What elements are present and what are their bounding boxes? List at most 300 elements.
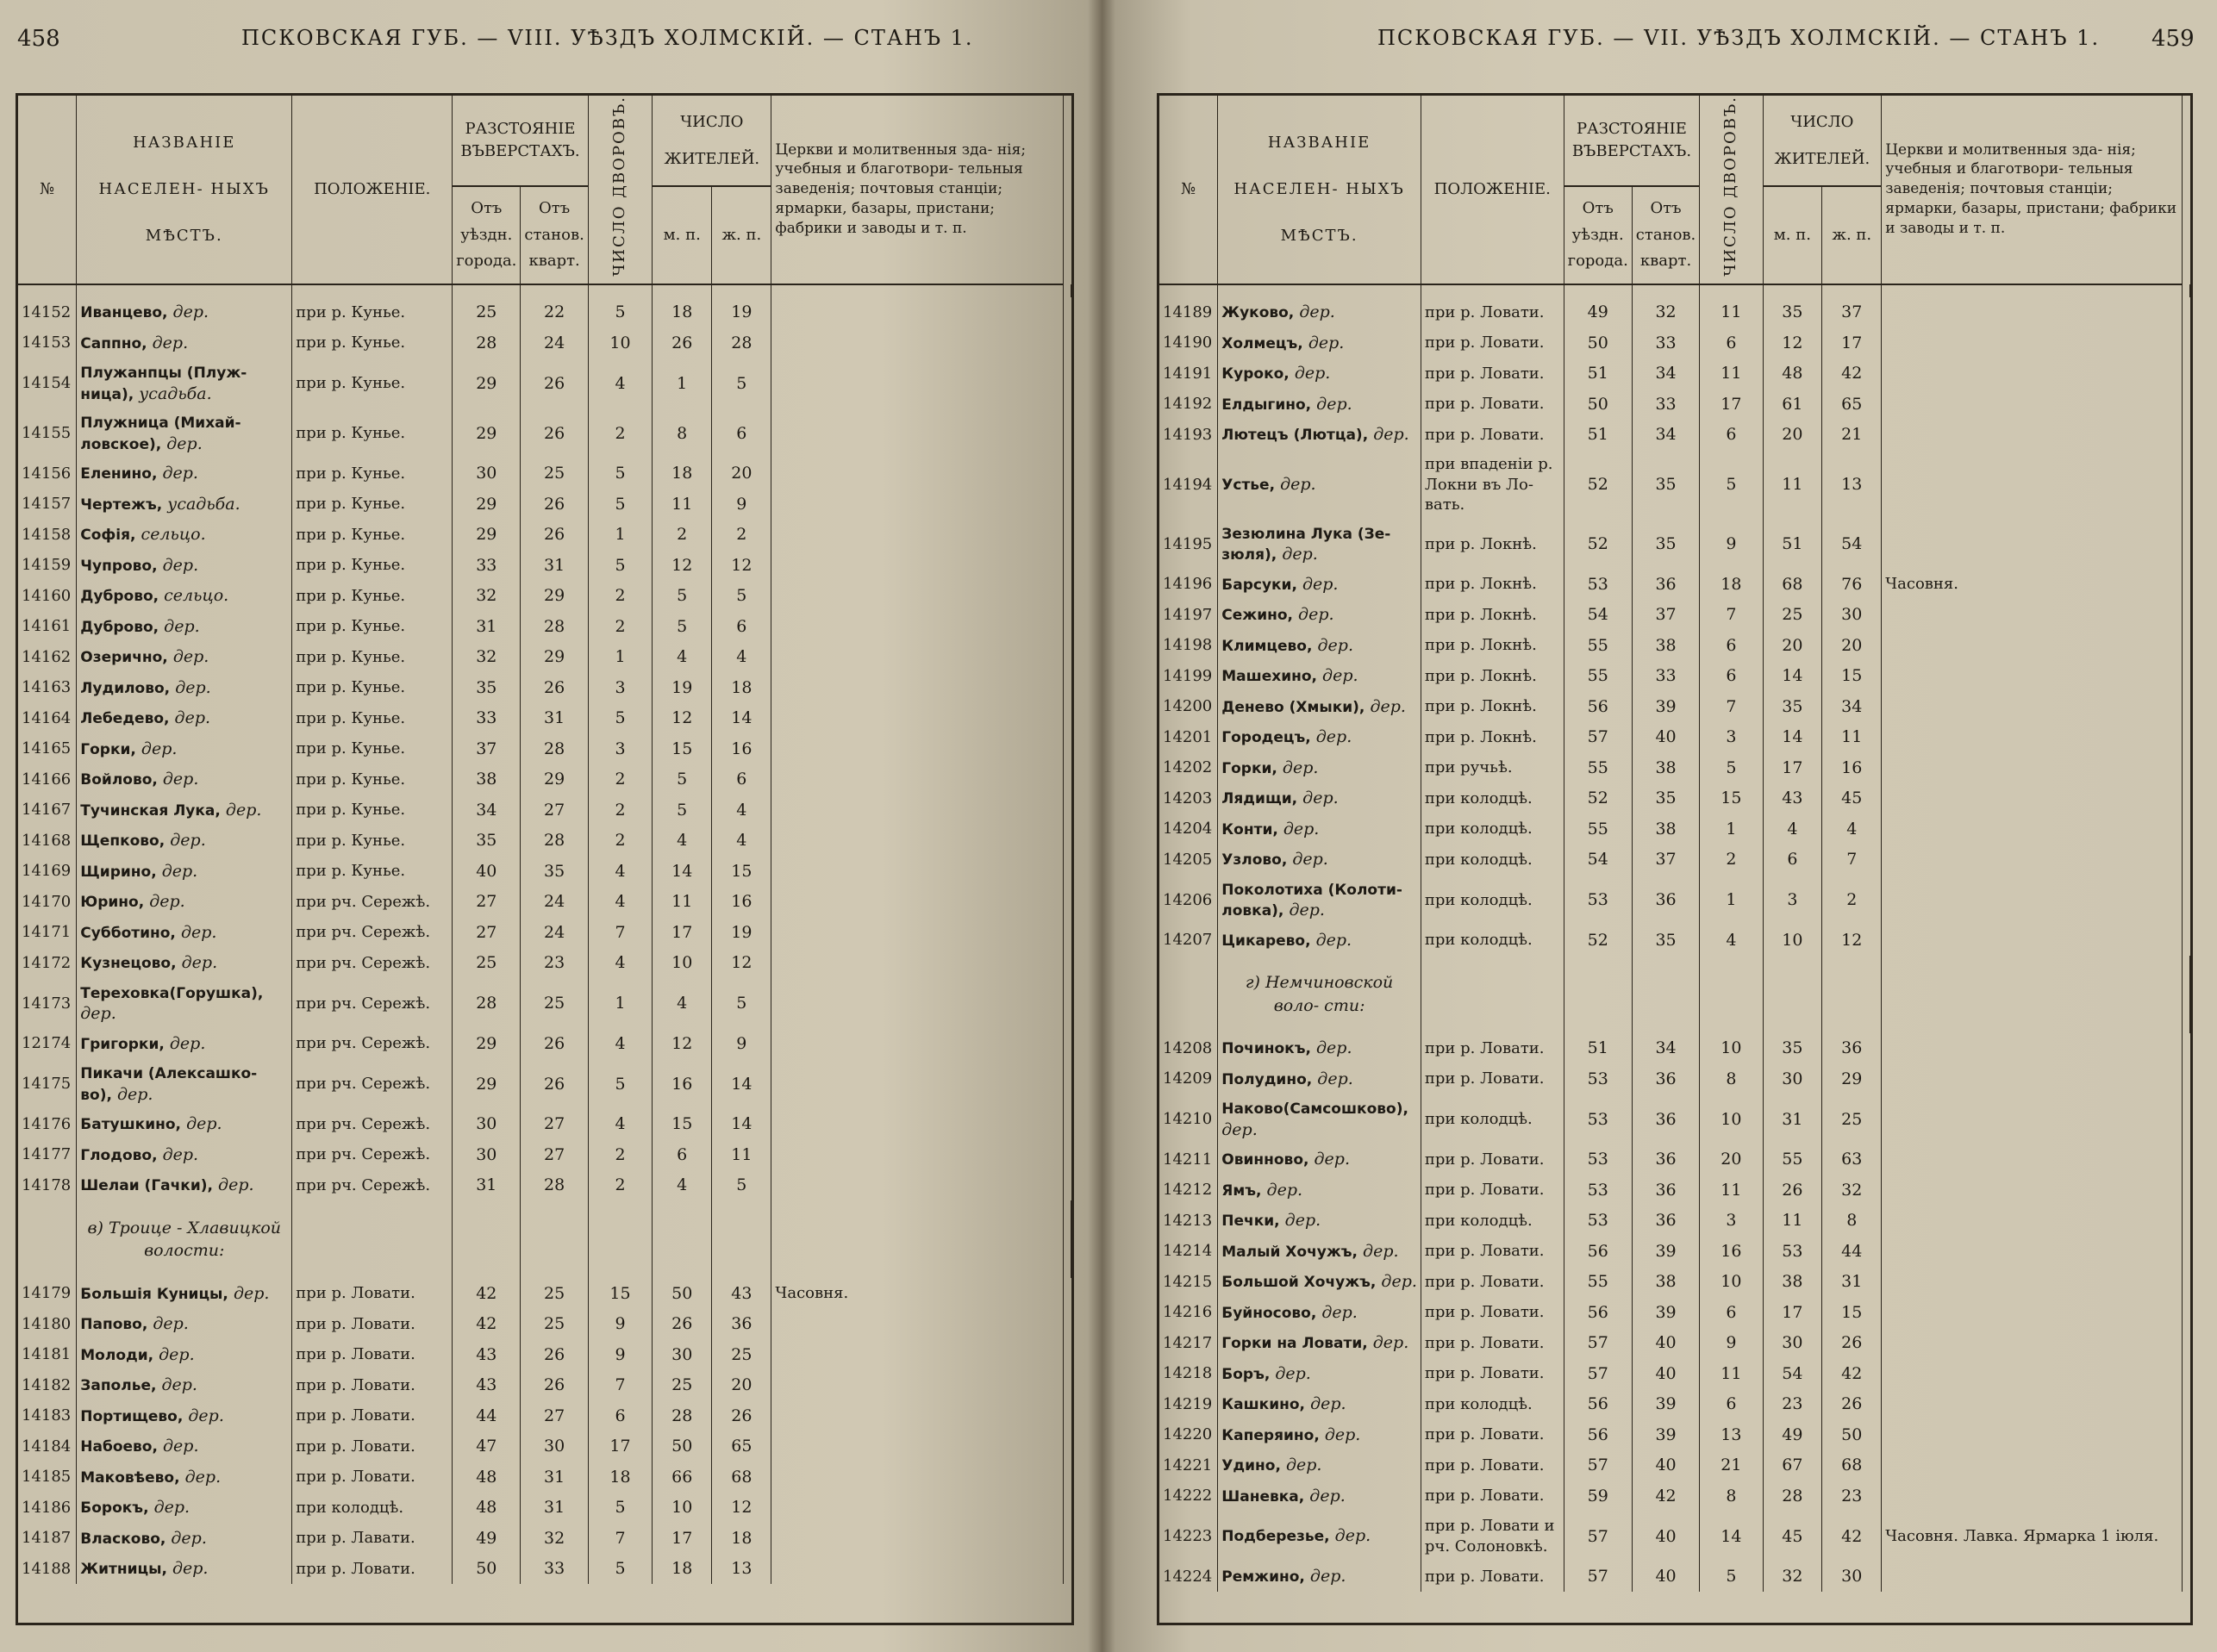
position-cell: при р. Ловати. — [1421, 327, 1564, 358]
female-count: 17 — [1822, 327, 1882, 358]
notes-cell — [1882, 1481, 2183, 1512]
place-type: дер. — [152, 333, 189, 352]
table-row — [18, 672, 1071, 703]
entry-number: 14197 — [1159, 600, 1218, 631]
place-name-cell — [1218, 925, 1421, 956]
entry-number: 14189 — [1159, 297, 1218, 328]
place-name: Горки, — [1221, 759, 1277, 777]
households-count: 7 — [588, 917, 652, 948]
distance-town: 56 — [1564, 1297, 1632, 1328]
place-type: дер. — [1302, 574, 1339, 594]
female-count: 26 — [1822, 1389, 1882, 1420]
place-name-cell — [77, 1339, 292, 1370]
blank-cell — [2183, 284, 2190, 297]
place-name-cell — [1218, 1450, 1421, 1481]
table-row — [18, 917, 1071, 948]
female-count: 16 — [1822, 752, 1882, 783]
notes-cell — [1882, 327, 2183, 358]
place-type: дер. — [1282, 545, 1318, 564]
blank-cell — [1421, 284, 1564, 297]
households-count: 18 — [1700, 569, 1763, 600]
distance-stan: 26 — [521, 1059, 588, 1109]
blank-cell — [521, 1200, 588, 1278]
male-count: 28 — [1763, 1481, 1822, 1512]
male-count: 20 — [1763, 630, 1822, 661]
table-row — [18, 1170, 1071, 1201]
households-count: 5 — [588, 1554, 652, 1585]
households-count: 2 — [588, 611, 652, 642]
table-row — [1159, 845, 2190, 876]
female-count: 26 — [712, 1400, 771, 1431]
male-count: 55 — [1763, 1144, 1822, 1175]
position-cell: при р. Ловати. — [1421, 1267, 1564, 1298]
place-name-cell — [1218, 297, 1421, 328]
blank-cell — [1822, 956, 1882, 1033]
distance-town: 55 — [1564, 630, 1632, 661]
col-header-no: № — [18, 96, 77, 284]
female-count: 42 — [1822, 358, 1882, 390]
female-count: 12 — [712, 550, 771, 581]
households-count: 11 — [1700, 1358, 1763, 1389]
distance-town: 29 — [453, 408, 521, 458]
households-count: 8 — [1700, 1063, 1763, 1094]
notes-cell — [771, 703, 1064, 734]
female-count: 4 — [712, 826, 771, 857]
position-cell: при р. Локнѣ. — [1421, 661, 1564, 692]
col-header-inhabitants: ЧИСЛО ЖИТЕЛЕЙ. — [1763, 96, 1882, 186]
right-register-table — [1157, 93, 2193, 1625]
distance-town: 55 — [1564, 814, 1632, 845]
place-name-cell — [77, 826, 292, 857]
place-type: дер. — [162, 464, 198, 483]
place-type: дер. — [188, 1406, 224, 1425]
male-count: 11 — [653, 489, 712, 520]
distance-town: 25 — [453, 948, 521, 979]
blank-cell — [1159, 284, 1218, 297]
position-cell: при р. Кунье. — [292, 520, 453, 551]
place-type: дер. — [1370, 696, 1406, 716]
female-count: 45 — [1822, 783, 1882, 814]
place-name-cell — [77, 1431, 292, 1462]
entry-number: 14205 — [1159, 845, 1218, 876]
place-name-cell — [1218, 1419, 1421, 1450]
female-count: 4 — [712, 642, 771, 673]
households-count: 15 — [1700, 783, 1763, 814]
households-count: 4 — [588, 358, 652, 408]
households-count: 6 — [1700, 661, 1763, 692]
distance-stan: 37 — [1632, 600, 1699, 631]
place-name: Озерично, — [80, 649, 168, 667]
place-name-cell — [77, 887, 292, 918]
table-row — [1159, 1358, 2190, 1389]
male-count: 14 — [1763, 722, 1822, 753]
table-row — [18, 887, 1071, 918]
notes-cell — [1882, 1328, 2183, 1359]
distance-town: 59 — [1564, 1481, 1632, 1512]
male-count: 11 — [653, 887, 712, 918]
table-row — [18, 1370, 1071, 1401]
col-header-position: ПОЛОЖЕНІЕ. — [292, 96, 453, 284]
table-row — [18, 1400, 1071, 1431]
entry-number: 14199 — [1159, 661, 1218, 692]
female-count: 68 — [712, 1462, 771, 1493]
place-type: дер. — [186, 1114, 222, 1134]
distance-stan: 35 — [1632, 450, 1699, 519]
notes-cell — [771, 733, 1064, 764]
notes-cell — [771, 1370, 1064, 1401]
place-type: дер. — [162, 555, 199, 575]
male-count: 14 — [653, 856, 712, 887]
entry-number: 14201 — [1159, 722, 1218, 753]
female-count: 44 — [1822, 1236, 1882, 1267]
blank-cell — [292, 284, 453, 297]
male-count: 15 — [653, 733, 712, 764]
table-row — [18, 327, 1071, 358]
position-cell: при р. Ловати. — [1421, 1481, 1564, 1512]
table-row — [18, 642, 1071, 673]
place-name: Войлово, — [80, 771, 158, 789]
notes-cell: Часовня. — [771, 1278, 1064, 1309]
place-name-cell — [1218, 722, 1421, 753]
distance-town: 56 — [1564, 691, 1632, 722]
households-count: 14 — [1700, 1512, 1763, 1562]
place-name: Денево (Хмыки), — [1221, 698, 1365, 716]
distance-town: 33 — [453, 703, 521, 734]
place-name-cell — [1218, 1236, 1421, 1267]
distance-stan: 29 — [521, 764, 588, 795]
entry-number: 14187 — [18, 1523, 77, 1554]
table-row — [1159, 1063, 2190, 1094]
distance-town: 37 — [453, 733, 521, 764]
entry-number: 14186 — [18, 1493, 77, 1524]
notes-cell — [771, 826, 1064, 857]
col-header-position: ПОЛОЖЕНІЕ. — [1421, 96, 1564, 284]
place-type: дер. — [1310, 1394, 1346, 1414]
distance-stan: 23 — [521, 948, 588, 979]
female-count: 6 — [712, 408, 771, 458]
table-row — [1159, 783, 2190, 814]
entry-number: 14218 — [1159, 1358, 1218, 1389]
households-count: 5 — [588, 297, 652, 328]
distance-stan: 39 — [1632, 1297, 1699, 1328]
distance-stan: 38 — [1632, 814, 1699, 845]
entry-number: 14198 — [1159, 630, 1218, 661]
entry-number: 14153 — [18, 327, 77, 358]
place-type: дер. — [1381, 1272, 1417, 1292]
notes-cell — [1882, 1144, 2183, 1175]
distance-town: 51 — [1564, 358, 1632, 390]
entry-number: 14184 — [18, 1431, 77, 1462]
table-row — [1159, 569, 2190, 600]
female-count: 4 — [712, 795, 771, 826]
blank-cell — [1763, 956, 1822, 1033]
place-name: Дуброво, — [80, 588, 159, 606]
place-type: дер. — [1334, 1526, 1371, 1546]
female-count: 21 — [1822, 420, 1882, 451]
notes-cell — [771, 520, 1064, 551]
place-name-cell — [77, 917, 292, 948]
households-count: 3 — [1700, 722, 1763, 753]
notes-cell — [771, 358, 1064, 408]
place-name-cell — [77, 327, 292, 358]
table-row — [1159, 875, 2190, 925]
place-name: Кашкино, — [1221, 1396, 1306, 1414]
female-count: 25 — [712, 1339, 771, 1370]
distance-stan: 28 — [521, 826, 588, 857]
table-row — [18, 795, 1071, 826]
table-row — [18, 297, 1071, 328]
table-row — [18, 1109, 1071, 1140]
notes-cell — [1882, 845, 2183, 876]
place-type: дер. — [1299, 302, 1335, 322]
place-type: дер. — [116, 1084, 153, 1104]
male-count: 26 — [653, 327, 712, 358]
place-type: дер. — [149, 892, 185, 912]
distance-town: 31 — [453, 611, 521, 642]
distance-town: 47 — [453, 1431, 521, 1462]
distance-town: 57 — [1564, 1512, 1632, 1562]
female-count: 18 — [712, 672, 771, 703]
entry-number: 14207 — [1159, 925, 1218, 956]
entry-number: 14169 — [18, 856, 77, 887]
female-count: 76 — [1822, 569, 1882, 600]
households-count: 17 — [588, 1431, 652, 1462]
place-type: дер. — [171, 1528, 207, 1548]
place-name: Цикарево, — [1221, 932, 1311, 950]
entry-number: 14156 — [18, 458, 77, 489]
male-count: 61 — [1763, 389, 1822, 420]
male-count: 5 — [653, 795, 712, 826]
entry-number: 14223 — [1159, 1512, 1218, 1562]
entry-number: 14195 — [1159, 519, 1218, 569]
male-count: 67 — [1763, 1450, 1822, 1481]
table-row — [18, 550, 1071, 581]
male-count: 4 — [653, 978, 712, 1028]
place-type: дер. — [1284, 1211, 1321, 1231]
entry-number: 14188 — [18, 1554, 77, 1585]
households-count: 20 — [1700, 1144, 1763, 1175]
table-row — [18, 856, 1071, 887]
place-name: Софія, — [80, 527, 136, 545]
place-name: Лебедево, — [80, 710, 170, 728]
distance-stan: 31 — [521, 1493, 588, 1524]
position-cell: при колодцѣ. — [1421, 845, 1564, 876]
distance-town: 33 — [453, 550, 521, 581]
place-type: дер. — [172, 647, 209, 667]
male-count: 49 — [1763, 1419, 1822, 1450]
place-name-cell — [77, 1170, 292, 1201]
entry-number: 14185 — [18, 1462, 77, 1493]
female-count: 5 — [712, 358, 771, 408]
col-header-female: ж. п. — [1822, 186, 1882, 284]
place-type: дер. — [1282, 757, 1319, 777]
blank-cell — [292, 1200, 453, 1278]
distance-town: 32 — [453, 581, 521, 612]
distance-stan: 25 — [521, 1278, 588, 1309]
female-count: 43 — [712, 1278, 771, 1309]
position-cell: при р. Кунье. — [292, 327, 453, 358]
distance-stan: 34 — [1632, 358, 1699, 390]
place-name: Иванцево, — [80, 304, 168, 322]
male-count: 68 — [1763, 569, 1822, 600]
place-name-cell — [77, 1554, 292, 1585]
distance-town: 52 — [1564, 519, 1632, 569]
entry-number: 14208 — [1159, 1033, 1218, 1064]
entry-number: 14181 — [18, 1339, 77, 1370]
place-name-cell — [77, 948, 292, 979]
position-cell: при рч. Сережѣ. — [292, 1170, 453, 1201]
male-count: 11 — [1763, 1206, 1822, 1237]
place-name-cell — [1218, 600, 1421, 631]
distance-stan: 28 — [521, 1170, 588, 1201]
entry-number: 14192 — [1159, 389, 1218, 420]
entry-number: 14214 — [1159, 1236, 1218, 1267]
place-name: Щирино, — [80, 863, 157, 881]
place-type: дер. — [1316, 394, 1352, 414]
place-type: дер. — [1309, 1486, 1346, 1506]
female-count: 34 — [1822, 691, 1882, 722]
place-name: Маковѣево, — [80, 1468, 180, 1487]
place-name-cell — [77, 611, 292, 642]
place-name-cell — [77, 1370, 292, 1401]
place-type: дер. — [1317, 635, 1353, 655]
notes-cell — [771, 581, 1064, 612]
place-name: Тереховка(Горушка), — [80, 984, 264, 1002]
distance-stan: 24 — [521, 887, 588, 918]
table-row — [1159, 1033, 2190, 1064]
place-name: Папово, — [80, 1316, 148, 1334]
distance-town: 49 — [1564, 297, 1632, 328]
place-name-cell — [1218, 1297, 1421, 1328]
male-count: 5 — [653, 611, 712, 642]
place-name-cell — [77, 672, 292, 703]
female-count: 20 — [712, 1370, 771, 1401]
place-name: Полудино, — [1221, 1070, 1313, 1088]
table-row — [18, 1028, 1071, 1059]
distance-town: 55 — [1564, 661, 1632, 692]
distance-stan: 35 — [521, 856, 588, 887]
distance-stan: 36 — [1632, 1175, 1699, 1206]
place-type: дер. — [1289, 901, 1325, 920]
notes-cell — [1882, 783, 2183, 814]
female-count: 9 — [712, 489, 771, 520]
place-name: Малый Хочужъ, — [1221, 1243, 1358, 1261]
male-count: 50 — [653, 1278, 712, 1309]
place-name: Буйносово, — [1221, 1304, 1317, 1322]
place-name-cell — [1218, 752, 1421, 783]
male-count: 18 — [653, 1554, 712, 1585]
male-count: 20 — [1763, 420, 1822, 451]
distance-town: 53 — [1564, 1206, 1632, 1237]
female-count: 14 — [712, 1109, 771, 1140]
households-count: 2 — [588, 581, 652, 612]
position-cell: при р. Кунье. — [292, 611, 453, 642]
blank-cell — [1218, 284, 1421, 297]
place-type: дер. — [172, 302, 209, 322]
distance-town: 53 — [1564, 1175, 1632, 1206]
female-count: 65 — [712, 1431, 771, 1462]
entry-number: 14206 — [1159, 875, 1218, 925]
notes-cell — [771, 458, 1064, 489]
distance-town: 43 — [453, 1339, 521, 1370]
position-cell: при колодцѣ. — [292, 1493, 453, 1524]
place-name-cell — [1218, 327, 1421, 358]
notes-cell — [1882, 630, 2183, 661]
place-name-cell — [77, 1028, 292, 1059]
female-count: 7 — [1822, 845, 1882, 876]
households-count: 11 — [1700, 1175, 1763, 1206]
households-count: 3 — [588, 672, 652, 703]
entry-number: 14162 — [18, 642, 77, 673]
position-cell: при р. Ловати. — [292, 1431, 453, 1462]
entry-number: 14224 — [1159, 1562, 1218, 1593]
female-count: 15 — [712, 856, 771, 887]
place-type: дер. — [1321, 1302, 1358, 1322]
place-name-cell — [1218, 1175, 1421, 1206]
distance-stan: 35 — [1632, 783, 1699, 814]
female-count: 25 — [1822, 1094, 1882, 1144]
book-gutter — [1088, 0, 1115, 1652]
male-count: 30 — [653, 1339, 712, 1370]
place-name-cell — [1218, 1512, 1421, 1562]
entry-number: 14179 — [18, 1278, 77, 1309]
households-count: 9 — [588, 1339, 652, 1370]
male-count: 31 — [1763, 1094, 1822, 1144]
distance-stan: 26 — [521, 358, 588, 408]
position-cell: при р. Кунье. — [292, 672, 453, 703]
notes-cell — [1882, 1450, 2183, 1481]
table-row — [1159, 1236, 2190, 1267]
male-count: 23 — [1763, 1389, 1822, 1420]
table-row — [1159, 814, 2190, 845]
male-count: 18 — [653, 297, 712, 328]
female-count: 50 — [1822, 1419, 1882, 1450]
table-row — [1159, 1450, 2190, 1481]
table-row — [1159, 297, 2190, 328]
table-row — [1159, 1562, 2190, 1593]
table-row — [18, 1523, 1071, 1554]
entry-number: 14157 — [18, 489, 77, 520]
male-count: 28 — [653, 1400, 712, 1431]
distance-stan: 26 — [521, 408, 588, 458]
place-name-cell — [77, 458, 292, 489]
households-count: 5 — [588, 458, 652, 489]
distance-town: 29 — [453, 358, 521, 408]
female-count: 20 — [712, 458, 771, 489]
male-count: 1 — [653, 358, 712, 408]
place-name: Пикачи (Алексашко- во), — [80, 1065, 258, 1104]
entry-number: 14180 — [18, 1309, 77, 1340]
place-name: Городецъ, — [1221, 729, 1311, 747]
male-count: 2 — [653, 520, 712, 551]
position-cell: при р. Локнѣ. — [1421, 630, 1564, 661]
col-header-name: НАЗВАНІЕ НАСЕЛЕН- НЫХЪ МѢСТЪ. — [1218, 96, 1421, 284]
male-count: 15 — [653, 1109, 712, 1140]
households-count: 9 — [1700, 1328, 1763, 1359]
male-count: 12 — [653, 550, 712, 581]
households-count: 6 — [1700, 1389, 1763, 1420]
left-page-number: 458 — [17, 26, 60, 52]
place-type: дер. — [164, 616, 200, 636]
male-count: 50 — [653, 1431, 712, 1462]
male-count: 30 — [1763, 1063, 1822, 1094]
place-name: Ремжино, — [1221, 1568, 1305, 1587]
place-name-cell — [77, 581, 292, 612]
position-cell: при р. Кунье. — [292, 703, 453, 734]
place-name-cell — [77, 733, 292, 764]
position-cell: при р. Кунье. — [292, 408, 453, 458]
table-row — [1159, 1094, 2190, 1144]
